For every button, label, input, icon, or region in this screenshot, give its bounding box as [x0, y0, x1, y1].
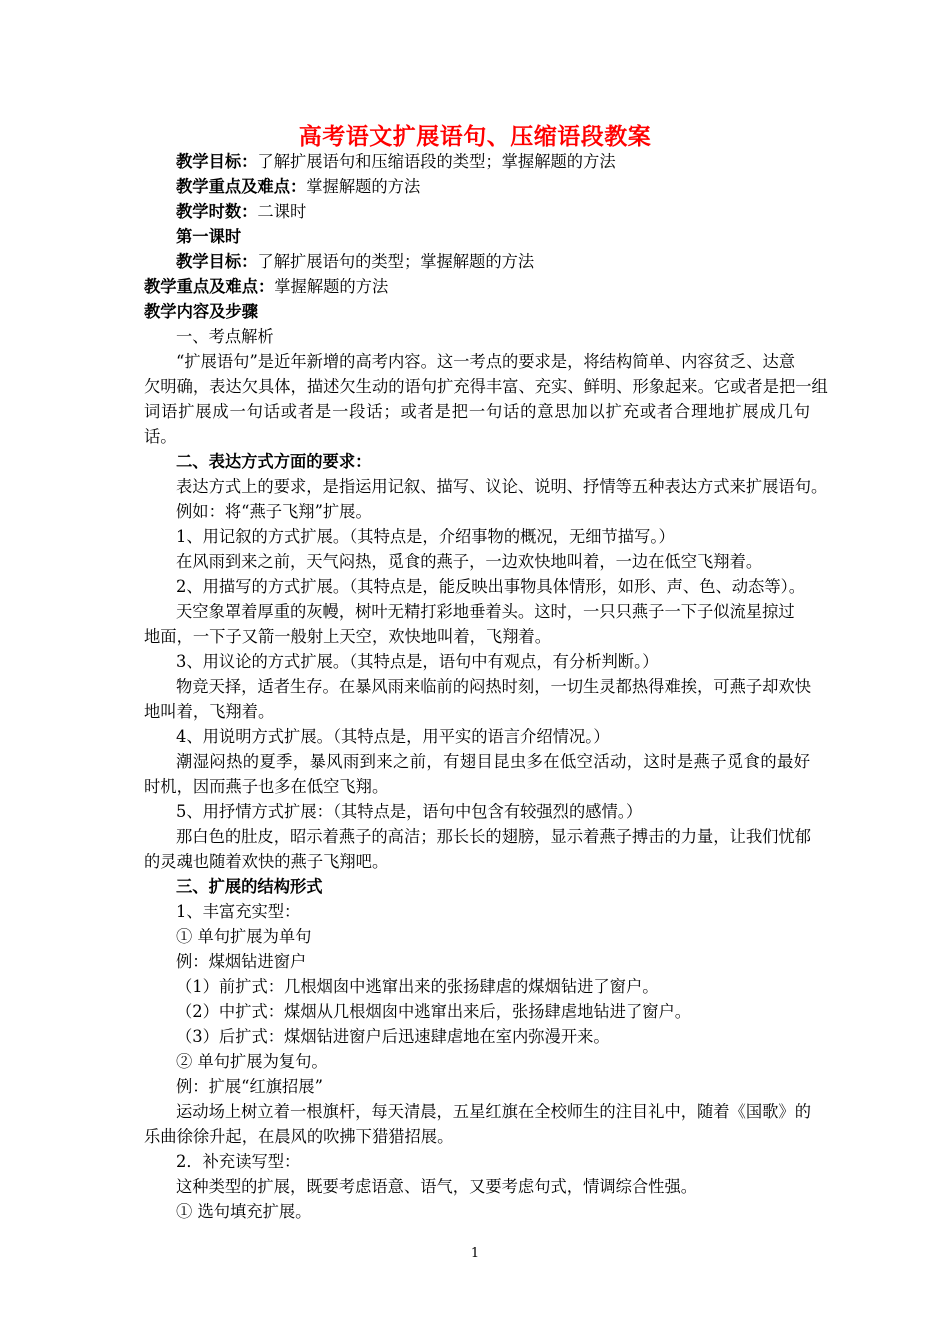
method-example: 那白色的肚皮，昭示着燕子的高洁；那长长的翅膀，显示着燕子搏击的力量，让我们忧郁 — [176, 827, 811, 846]
paragraph-line: 例如：将“燕子飞翔”扩展。 — [176, 502, 372, 521]
structure-example: 例：煤烟钻进窗户 — [176, 952, 307, 971]
structure-subtype: ① 单句扩展为单句 — [176, 927, 312, 946]
lesson-one-key-label: 教学重点及难点： — [144, 277, 275, 296]
method-exposition: 4、用说明方式扩展。（其特点是，用平实的语言介绍情况。） — [176, 727, 610, 746]
paragraph-line: 表达方式上的要求，是指运用记叙、描写、议论、说明、抒情等五种表达方式来扩展语句。 — [176, 477, 828, 496]
structure-example: （2）中扩式：煤烟从几根烟囱中逃窜出来后，张扬肆虐地钻进了窗户。 — [176, 1002, 692, 1021]
method-example: 物竞天择，适者生存。在暴风雨来临前的闷热时刻，一切生灵都热得难挨，可燕子却欢快 — [176, 677, 811, 696]
teaching-hours-label: 教学时数： — [176, 202, 258, 221]
structure-description: 这种类型的扩展，既要考虑语意、语气，又要考虑句式，情调综合性强。 — [176, 1177, 698, 1196]
section-two-heading: 二、表达方式方面的要求： — [176, 452, 372, 471]
lesson-one-goal-label: 教学目标： — [176, 252, 258, 271]
paragraph-line: 欠明确，表达欠具体，描述欠生动的语句扩充得丰富、充实、鲜明、形象起来。它或者是把一组 — [144, 377, 828, 396]
lesson-one-heading: 第一课时 — [176, 227, 242, 246]
teaching-key-label: 教学重点及难点： — [176, 177, 307, 196]
teaching-goal — [176, 149, 842, 174]
structure-example: 运动场上树立着一根旗杆，每天清晨，五星红旗在全校师生的注目礼中，随着《国歌》的 — [176, 1102, 811, 1121]
structure-type: 1、丰富充实型： — [176, 902, 301, 921]
method-argument: 3、用议论的方式扩展。（其特点是，语句中有观点，有分析判断。） — [176, 652, 659, 671]
method-example: 在风雨到来之前，天气闷热，觅食的燕子，一边欢快地叫着，一边在低空飞翔着。 — [176, 552, 763, 571]
method-example: 的灵魂也随着欢快的燕子飞翔吧。 — [144, 852, 389, 871]
method-lyric: 5、用抒情方式扩展：（其特点是，语句中包含有较强烈的感情。） — [176, 802, 643, 821]
structure-example: 乐曲徐徐升起，在晨风的吹拂下猎猎招展。 — [144, 1127, 454, 1146]
content-heading: 教学内容及步骤 — [144, 302, 258, 321]
teaching-hours-text: 二课时 — [257, 202, 307, 221]
teaching-goal-label: 教学目标： — [176, 152, 258, 171]
method-example: 时机，因而燕子也多在低空飞翔。 — [144, 777, 389, 796]
method-example: 天空象罩着厚重的灰幔，树叶无精打彩地垂着头。这时，一只只燕子一下子似流星掠过 — [176, 602, 795, 621]
paragraph-line: “扩展语句”是近年新增的高考内容。这一考点的要求是，将结构简单、内容贫乏、达意 — [176, 352, 796, 371]
structure-subtype: ② 单句扩展为复句。 — [176, 1052, 328, 1071]
method-example: 地面，一下子又箭一般射上天空，欢快地叫着，飞翔着。 — [144, 627, 552, 646]
method-example: 潮湿闷热的夏季，暴风雨到来之前，有翅目昆虫多在低空活动，这时是燕子觅食的最好 — [176, 752, 810, 771]
method-narrative: 1、用记叙的方式扩展。（其特点是，介绍事物的概况，无细节描写。） — [176, 527, 675, 546]
lesson-one-goal-text: 了解扩展语句的类型；掌握解题的方法 — [257, 252, 535, 271]
lesson-one-key — [144, 274, 810, 299]
page-number: 1 — [470, 1246, 480, 1261]
structure-example: （3）后扩式：煤烟钻进窗户后迅速肆虐地在室内弥漫开来。 — [176, 1027, 610, 1046]
teaching-key — [176, 174, 842, 199]
paragraph-line: 词语扩展成一句话或者是一段话；或者是把一句话的意思加以扩充或者合理地扩展成几句 — [144, 402, 810, 421]
lesson-one-key-text: 掌握解题的方法 — [274, 277, 389, 296]
structure-example: 例：扩展“红旗招展” — [176, 1077, 323, 1096]
section-three-heading: 三、扩展的结构形式 — [176, 877, 323, 896]
paragraph-line: 话。 — [144, 427, 177, 446]
page-title: 高考语文扩展语句、压缩语段教案 — [298, 124, 652, 150]
method-example: 地叫着，飞翔着。 — [144, 702, 275, 721]
structure-subtype: ① 选句填充扩展。 — [176, 1202, 312, 1221]
section-one-heading: 一、考点解析 — [176, 327, 274, 346]
structure-example: （1）前扩式：几根烟囱中逃窜出来的张扬肆虐的煤烟钻进了窗户。 — [176, 977, 659, 996]
teaching-hours — [176, 199, 842, 224]
lesson-one-goal — [176, 249, 842, 274]
structure-type: 2．补充读写型： — [176, 1152, 301, 1171]
method-description: 2、用描写的方式扩展。（其特点是，能反映出事物具体情形，如形、声、色、动态等）。 — [176, 577, 806, 596]
teaching-goal-text: 了解扩展语句和压缩语段的类型；掌握解题的方法 — [257, 152, 616, 171]
teaching-key-text: 掌握解题的方法 — [306, 177, 421, 196]
